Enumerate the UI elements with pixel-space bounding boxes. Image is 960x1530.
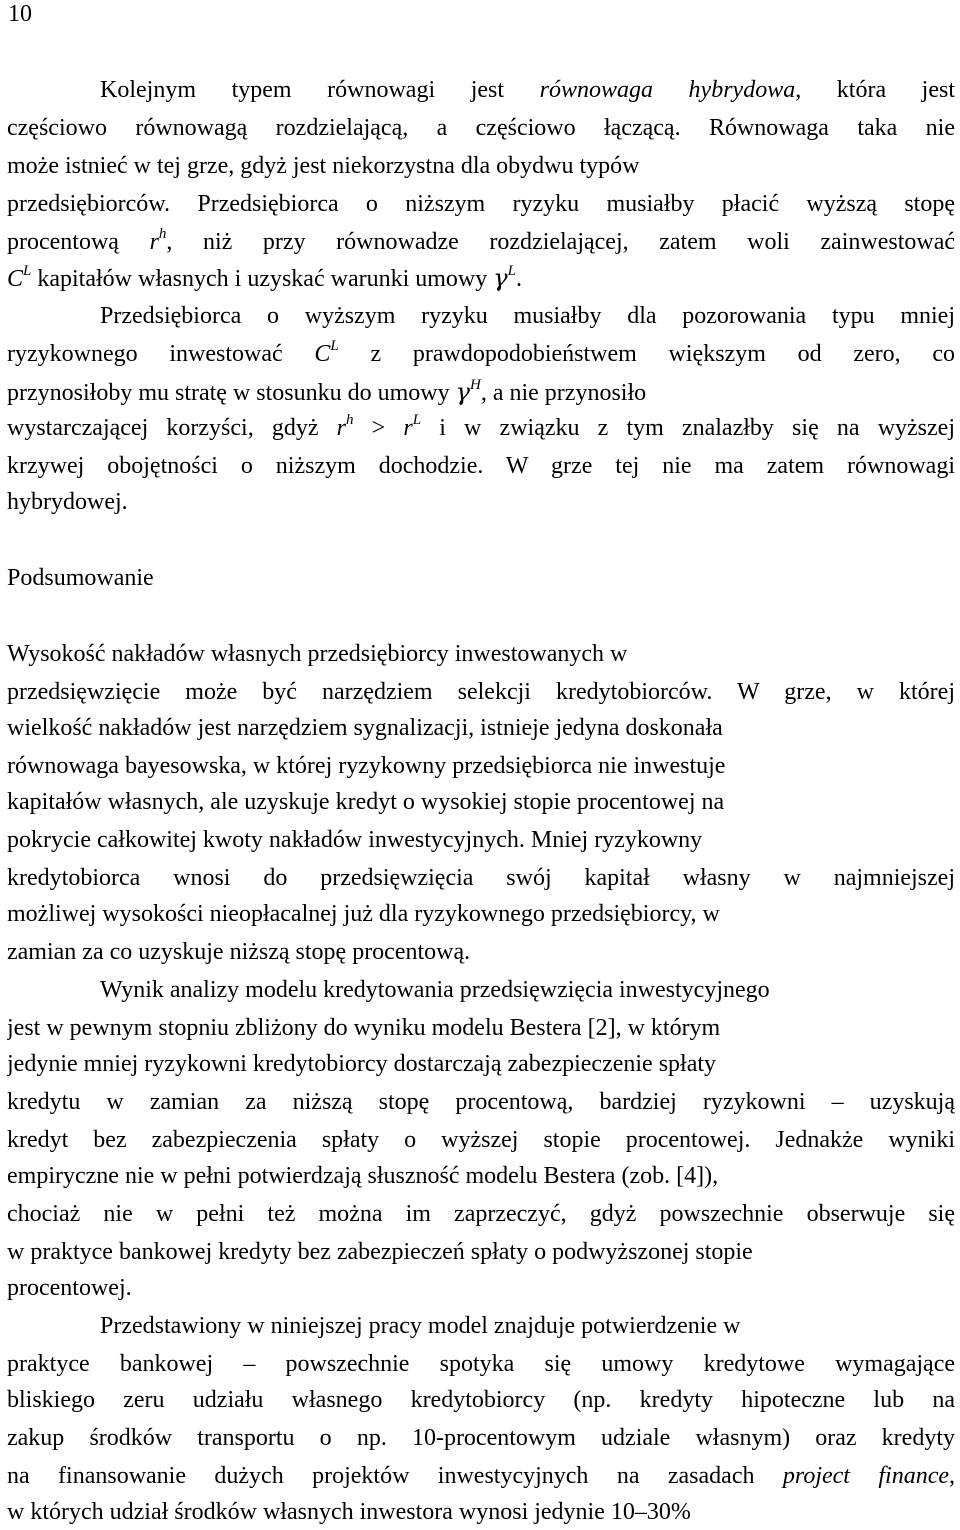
text-line: przedsięwzięcie może być narzędziem selekcji kredytobiorców. W grze, w której [7, 679, 955, 705]
text-line: ryzykownego inwestować $C^L$ z prawdopodobieństwem większym od zero, co [7, 338, 955, 367]
text-line: w praktyce bankowej kredyty bez zabezpieczeń spłaty o podwyższonej stopie [7, 1239, 753, 1265]
text-line: Wysokość nakładów własnych przedsiębiorcy inwestowanych w [7, 641, 628, 667]
text-line: chociaż nie w pełni też można im zaprzeczyć, gdyż powszechnie obserwuje się [7, 1201, 955, 1227]
text-line: kredytobiorca wnosi do przedsięwzięcia swój kapitał własny w najmniejszej [7, 865, 955, 891]
text-line: Przedstawiony w niniejszej pracy model znajduje potwierdzenie w [100, 1313, 741, 1339]
text-line: bliskiego zeru udziału własnego kredytobiorcy (np. kredyty hipoteczne lub na [7, 1387, 955, 1413]
text-line: wielkość nakładów jest narzędziem sygnalizacji, istnieje jedyna doskonała [7, 715, 723, 741]
text-line: procentowej. [7, 1275, 132, 1301]
text-line: częściowo równowagą rozdzielającą, a częściowo łączącą. Równowaga taka nie [7, 115, 955, 141]
text-line: przedsiębiorców. Przedsiębiorca o niższym ryzyku musiałby płacić wyższą stopę [7, 191, 955, 217]
text-line: możliwej wysokości nieopłacalnej już dla ryzykownego przedsiębiorcy, w [7, 901, 720, 927]
text-line: na finansowanie dużych projektów inwestycyjnych na zasadach project finance, [7, 1463, 955, 1489]
text-line: procentową $r^h$, niż przy równowadze rozdzielającej, zatem woli zainwestować [7, 226, 955, 255]
text-line: kapitałów własnych, ale uzyskuje kredyt o wysokiej stopie procentowej na [7, 789, 725, 815]
text-line: jedynie mniej ryzykowni kredytobiorcy dostarczają zabezpieczenie spłaty [7, 1051, 717, 1077]
page-number: 10 [8, 1, 32, 27]
text-line: kredytu w zamian za niższą stopę procentową, bardziej ryzykowni – uzyskują [7, 1089, 955, 1115]
text-line: zakup środków transportu o np. 10-procentowym udziale własnym) oraz kredyty [7, 1425, 955, 1451]
text-line: jest w pewnym stopniu zbliżony do wyniku modelu Bestera [2], w którym [7, 1015, 721, 1041]
text-line: $C^L$ kapitałów własnych i uzyskać warunki umowy $\gamma^L$. [7, 263, 522, 292]
text-line: pokrycie całkowitej kwoty nakładów inwestycyjnych. Mniej ryzykowny [7, 827, 703, 853]
text-line: w których udział środków własnych inwestora wynosi jedynie 10–30% [7, 1499, 691, 1525]
text-line: praktyce bankowej – powszechnie spotyka się umowy kredytowe wymagające [7, 1351, 955, 1377]
text-line: Wynik analizy modelu kredytowania przedsięwzięcia inwestycyjnego [100, 977, 770, 1003]
text-line: kredyt bez zabezpieczenia spłaty o wyższej stopie procentowej. Jednakże wyniki [7, 1127, 955, 1153]
text-line: przynosiłoby mu stratę w stosunku do umowy $\gamma^H$, a nie przynosiło [7, 377, 647, 406]
text-line: Kolejnym typem równowagi jest równowaga hybrydowa, która jest [100, 77, 955, 103]
text-line: hybrydowej. [7, 489, 128, 515]
section-heading: Podsumowanie [7, 565, 154, 591]
text-line: Przedsiębiorca o wyższym ryzyku musiałby dla pozorowania typu mniej [100, 303, 955, 329]
text-line: wystarczającej korzyści, gdyż $r^h > r^L$ i w związku z tym znalazłby się na wyższej [7, 412, 955, 441]
text-line: empiryczne nie w pełni potwierdzają słuszność modelu Bestera (zob. [4]), [7, 1163, 719, 1189]
text-line: może istnieć w tej grze, gdyż jest niekorzystna dla obydwu typów [7, 153, 640, 179]
text-line: zamian za co uzyskuje niższą stopę procentową. [7, 939, 471, 965]
text-line: równowaga bayesowska, w której ryzykowny przedsiębiorca nie inwestuje [7, 753, 726, 779]
text-line: krzywej obojętności o niższym dochodzie. W grze tej nie ma zatem równowagi [7, 453, 955, 479]
